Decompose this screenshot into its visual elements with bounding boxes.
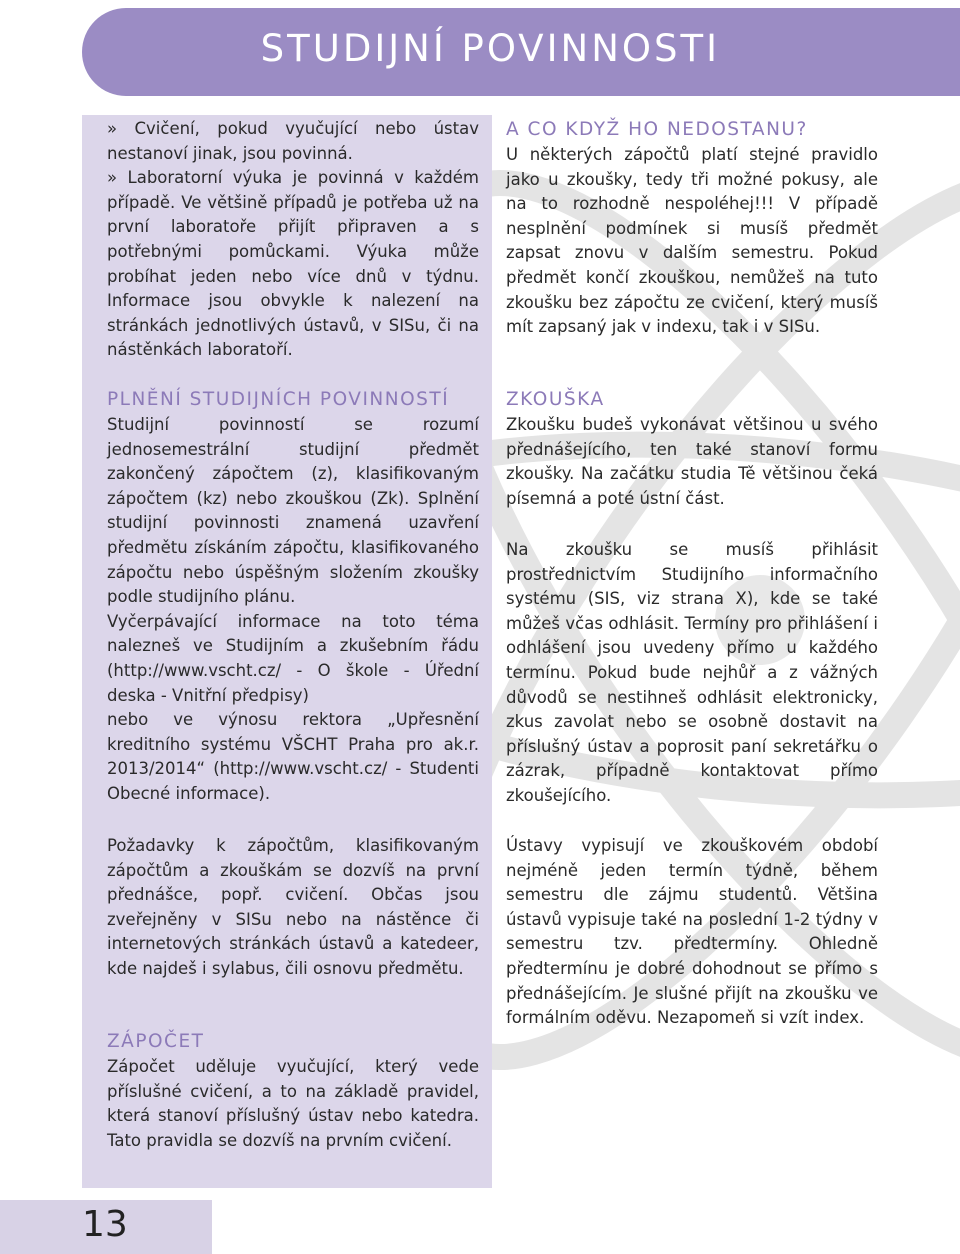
left-intro (107, 117, 479, 363)
left-section-plneni (107, 387, 479, 807)
right-section-nedostanu (506, 117, 878, 340)
left-section-zapocet (107, 1029, 479, 1153)
right-terms (506, 834, 878, 1031)
right-registration (506, 538, 878, 809)
section-heading: PLNĚNÍ STUDIJNÍCH POVINNOSTÍ (107, 389, 450, 410)
paragraph: Studijní povinností se rozumí jednosemestrální studijní předmět zakončený zápočtem (z), klasifikovaným zápočtem (kz) nebo zkouškou (Zk). Splnění studijní povinnosti znamená uzavření předmětu získáním zápočtu, klasifikovaného zápočtu nebo úspěšným složením zkoušky podle studijního plánu. (107, 415, 479, 607)
right-section-zkouska (506, 387, 878, 511)
section-heading: ZÁPOČET (107, 1031, 205, 1052)
page-title: STUDIJNÍ POVINNOSTI (260, 27, 720, 70)
left-requirements (107, 834, 479, 982)
paragraph: Zkoušku budeš vykonávat většinou u svého přednášejícího, ten také stanoví formu zkoušky. Na začátku studia Tě většinou čeká písemná a poté ústní část. (506, 415, 878, 508)
intro-bullet-1: » Cvičení, pokud vyučující nebo ústav nestanoví jinak, jsou povinná. (107, 119, 479, 163)
paragraph: Na zkoušku se musíš přihlásit prostřednictvím Studijního informačního systému (SIS, viz strana X), kde se také můžeš včas odhlásit. Termíny pro přihlášení i odhlášení jsou uvedeny přímo u každého termínu. Pokud bude nejhůř a z vážných důvodů se nestihneš odhlásit elektronicky, zkus zavolat nebo se osobně dostavit na příslušný ústav a poprosit paní sekretářku o zázrak, případně kontaktovat přímo zkoušejícího. (506, 540, 878, 805)
paragraph: Ústavy vypisují ve zkouškovém období nejméně jeden termín týdně, během semestru dle zájmu studentů. Většina ústavů vypisuje také na poslední 1-2 týdny v semestru tzv. předtermíny. Ohledně předtermínu je dobré dohodnout se přímo s přednášejícím. Je slušné přijít na zkoušku ve formálním oděvu. Nezapomeň si vzít index. (506, 836, 878, 1028)
paragraph: U některých zápočtů platí stejné pravidlo jako u zkoušky, tedy tři možné pokusy, ale na to rozhodně nespoléhej!!! V případě nesplnění podmínek si musíš předmět zapsat znovu v dalším semestru. Pokud předmět končí zkouškou, nemůžeš na tuto zkoušku bez zápočtu ze cvičení, který musíš mít zapsaný jak v indexu, tak i v SISu. (506, 145, 878, 337)
paragraph: Zápočet uděluje vyučující, který vede příslušné cvičení, a to na základě pravidel, která stanoví příslušný ústav nebo katedra. Tato pravidla se dozvíš na prvním cvičení. (107, 1057, 479, 1150)
section-heading: A CO KDYŽ HO NEDOSTANU? (506, 119, 808, 140)
intro-bullet-2: » Laboratorní výuka je povinná v každém případě. Ve většině případů je potřeba už na první laboratoře přijít připraven a s potřebnými pomůckami. Výuka může probíhat jeden nebo více dnů v týdnu. Informace jsou obvykle k nalezení na stránkách jednotlivých ústavů, v SISu, či na nástěnkách laboratoří. (107, 168, 479, 360)
paragraph: Vyčerpávající informace na toto téma nalezneš ve Studijním a zkušebním řádu (http://www.vscht.cz/ - O škole - Úřední deska - Vnitřní předpisy) (107, 611, 479, 705)
section-heading: ZKOUŠKA (506, 389, 605, 410)
page-number: 13 (82, 1204, 128, 1245)
paragraph: nebo ve výnosu rektora „Upřesnění kreditního systému VŠCHT Praha pro ak.r. 2013/2014“ (http://www.vscht.cz/ - Studenti Obecné informace). (107, 710, 479, 803)
paragraph: Požadavky k zápočtům, klasifikovaným zápočtům a zkouškám se dozvíš na první přednášce, popř. cvičení. Občas jsou zveřejněny v SISu nebo na nástěnce či internetových stránkách ústavů a katedeer, kde najdeš i sylabus, čili osnovu předmětu. (107, 836, 479, 978)
